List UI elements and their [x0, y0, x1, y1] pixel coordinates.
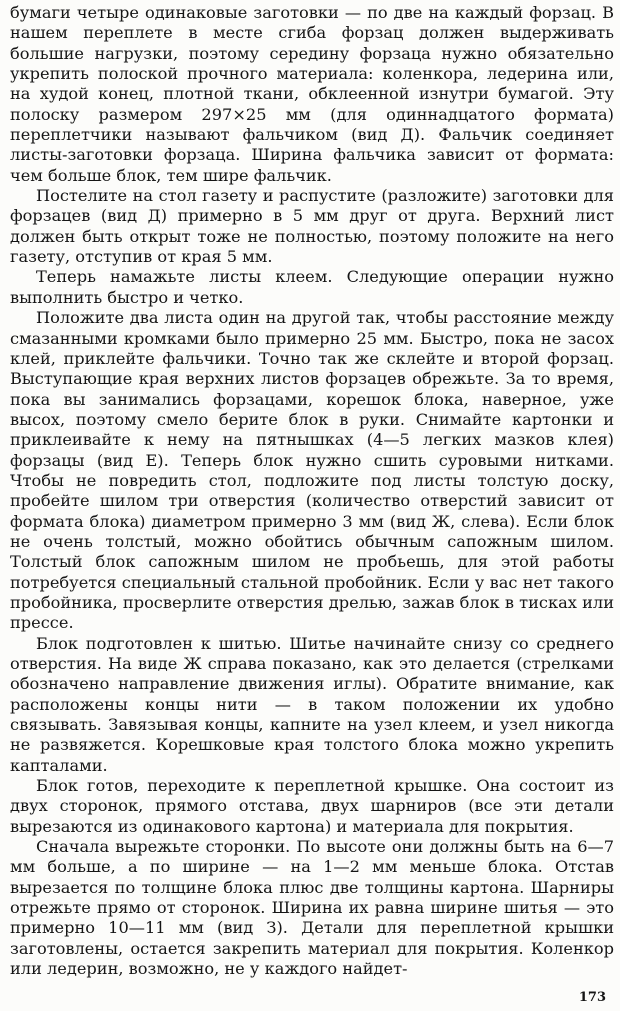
paragraph-5: Блок подготовлен к шитью. Шитье начинайте снизу со среднего отверстия. На виде Ж справа показано, как это делается (стрелками обозначено направление движения иглы). Обратите внимание, как расположены концы нити — в таком положении их удобно связывать. Завязывая концы, капните на узел клеем, и узел никогда не развяжется. Корешковые края толстого блока можно укрепить капталами. [10, 633, 614, 775]
paragraph-7: Сначала вырежьте сторонки. По высоте они должны быть на 6—7 мм больше, а по ширине — на 1—2 мм меньше блока. Отстав вырезается по толщине блока плюс две толщины картона. Шарниры отрежьте прямо от сторонок. Ширина их равна ширине шитья — это примерно 10—11 мм (вид З). Детали для переплетной крышки заготовлены, остается закрепить материал для покрытия. Коленкор или ледерин, возможно, не у каждого найдет- [10, 837, 614, 979]
body-text [10, 3, 614, 980]
paragraph-2: Постелите на стол газету и распустите (разложите) заготовки для форзацев (вид Д) примерно в 5 мм друг от друга. Верхний лист должен быть открыт тоже не полностью, поэтому положите на него газету, отступив от края 5 мм. [10, 186, 614, 267]
paragraph-6: Блок готов, переходите к переплетной крышке. Она состоит из двух сторонок, прямого отстава, двух шарниров (все эти детали вырезаются из одинакового картона) и материала для покрытия. [10, 776, 614, 836]
page-number: 173 [578, 990, 606, 1005]
paragraph-4: Положите два листа один на другой так, чтобы расстояние между смазанными кромками было примерно 25 мм. Быстро, пока не засох клей, приклейте фальчики. Точно так же склейте и второй форзац. Выступающие края верхних листов форзацев обрежьте. За то время, пока вы занимались форзацами, корешок блока, наверное, уже высох, поэтому смело берите блок в руки. Снимайте картонки и приклеивайте к нему на пятнышках (4—5 легких мазков клея) форзацы (вид Е). Теперь блок нужно сшить суровыми нитками. Чтобы не повредить стол, подложите под листы толстую доску, пробейте шилом три отверстия (количество отверстий зависит от формата блока) диаметром примерно 3 мм (вид Ж, слева). Если блок не очень толстый, можно обойтись обычным сапожным шилом. Толстый блок сапожным шилом не пробьешь, для этой работы потребуется специальный стальной пробойник. Если у вас нет такого пробойника, просверлите отверстия дрелью, зажав блок в тисках или прессе. [10, 308, 614, 633]
paragraph-1: бумаги четыре одинаковые заготовки — по две на каждый форзац. В нашем переплете в месте сгиба форзац должен выдерживать большие нагрузки, поэтому середину форзаца нужно обязательно укрепить полоской прочного материала: коленкора, ледерина или, на худой конец, плотной ткани, обклеенной изнутри бумагой. Эту полоску размером 297×25 мм (для одиннадцатого формата) переплетчики называют фальчиком (вид Д). Фальчик соединяет листы-заготовки форзаца. Ширина фальчика зависит от формата: чем больше блок, тем шире фальчик. [10, 3, 614, 185]
paragraph-3: Теперь намажьте листы клеем. Следующие операции нужно выполнить быстро и четко. [10, 267, 614, 307]
